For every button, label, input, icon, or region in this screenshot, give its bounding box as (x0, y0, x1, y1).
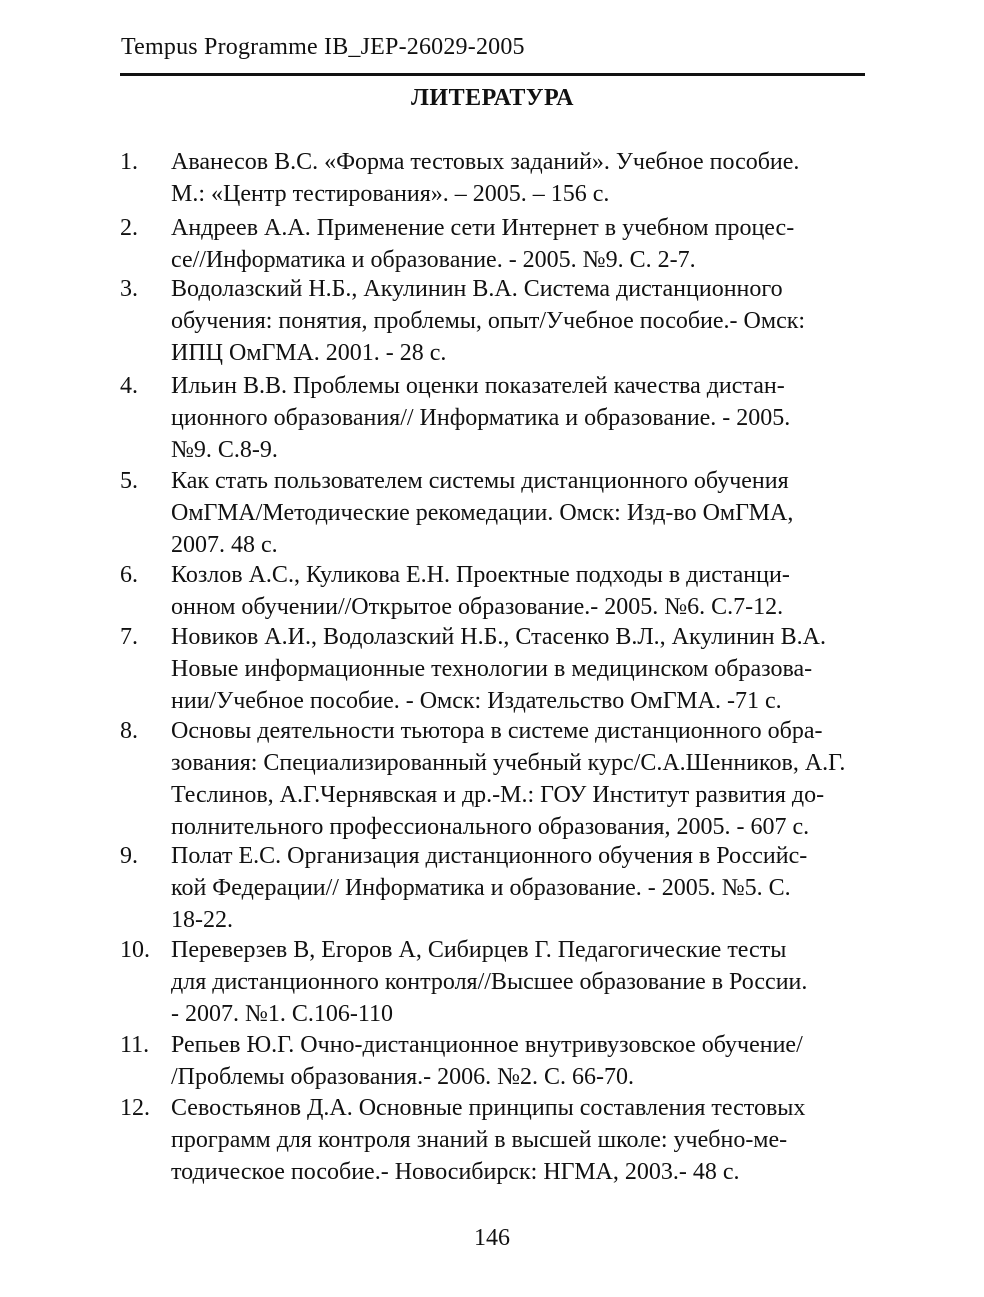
reference-number: 12. (120, 1095, 150, 1121)
reference-number: 1. (120, 149, 138, 175)
reference-text: Ильин В.В. Проблемы оценки показателей качества дистан- ционного образования// Информатика и образование. - 2005. №9. С.8-9. (171, 373, 791, 463)
reference-text: Основы деятельности тьютора в системе дистанционного обра- зования: Специализированный учебный курс/С.А.Шенников, А.Г. Теслинов, А.Г.Чернявская и др.-М.: ГОУ Институт развития до- полнительного профессионального образования, 2005. - 607 с. (171, 718, 846, 840)
section-title: ЛИТЕРАТУРА (411, 85, 574, 111)
reference-number: 2. (120, 215, 138, 241)
reference-number: 7. (120, 624, 138, 650)
reference-number: 5. (120, 468, 138, 494)
running-header: Tempus Programme IB_JEP-26029-2005 (121, 34, 525, 60)
reference-text: Андреев А.А. Применение сети Интернет в учебном процес- се//Информатика и образование. - 2005. №9. С. 2-7. (171, 215, 795, 273)
page-number: 146 (474, 1225, 510, 1251)
reference-text: Аванесов В.С. «Форма тестовых заданий». Учебное пособие. М.: «Центр тестирования». – 2005. – 156 с. (171, 149, 800, 207)
reference-text: Севостьянов Д.А. Основные принципы составления тестовых программ для контроля знаний в высшей школе: учебно-ме- тодическое пособие.- Новосибирск: НГМА, 2003.- 48 с. (171, 1095, 806, 1185)
reference-number: 6. (120, 562, 138, 588)
reference-number: 11. (120, 1032, 150, 1058)
reference-number: 4. (120, 373, 138, 399)
reference-number: 8. (120, 718, 138, 744)
reference-text: Водолазский Н.Б., Акулинин В.А. Система дистанционного обучения: понятия, проблемы, опыт/Учебное пособие.- Омск: ИПЦ ОмГМА. 2001. - 28 с. (171, 276, 806, 366)
reference-number: 9. (120, 843, 138, 869)
reference-text: Козлов А.С., Куликова Е.Н. Проектные подходы в дистанци- онном обучении//Открытое образование.- 2005. №6. С.7-12. (171, 562, 790, 620)
reference-number: 10. (120, 937, 150, 963)
reference-text: Полат Е.С. Организация дистанционного обучения в Российс- кой Федерации// Информатика и образование. - 2005. №5. С. 18-22. (171, 843, 808, 933)
reference-text: Новиков А.И., Водолазский Н.Б., Стасенко В.Л., Акулинин В.А. Новые информационные технологии в медицинском образова- нии/Учебное пособие. - Омск: Издательство ОмГМА. -71 с. (171, 624, 826, 714)
reference-text: Репьев Ю.Г. Очно-дистанционное внутривузовское обучение/ /Проблемы образования.- 2006. №2. С. 66-70. (171, 1032, 803, 1090)
reference-text: Переверзев В, Егоров А, Сибирцев Г. Педагогические тесты для дистанционного контроля//Высшее образование в России. - 2007. №1. С.106-110 (171, 937, 808, 1027)
reference-number: 3. (120, 276, 138, 302)
reference-text: Как стать пользователем системы дистанционного обучения ОмГМА/Методические рекомедации. Омск: Изд-во ОмГМА, 2007. 48 с. (171, 468, 794, 558)
